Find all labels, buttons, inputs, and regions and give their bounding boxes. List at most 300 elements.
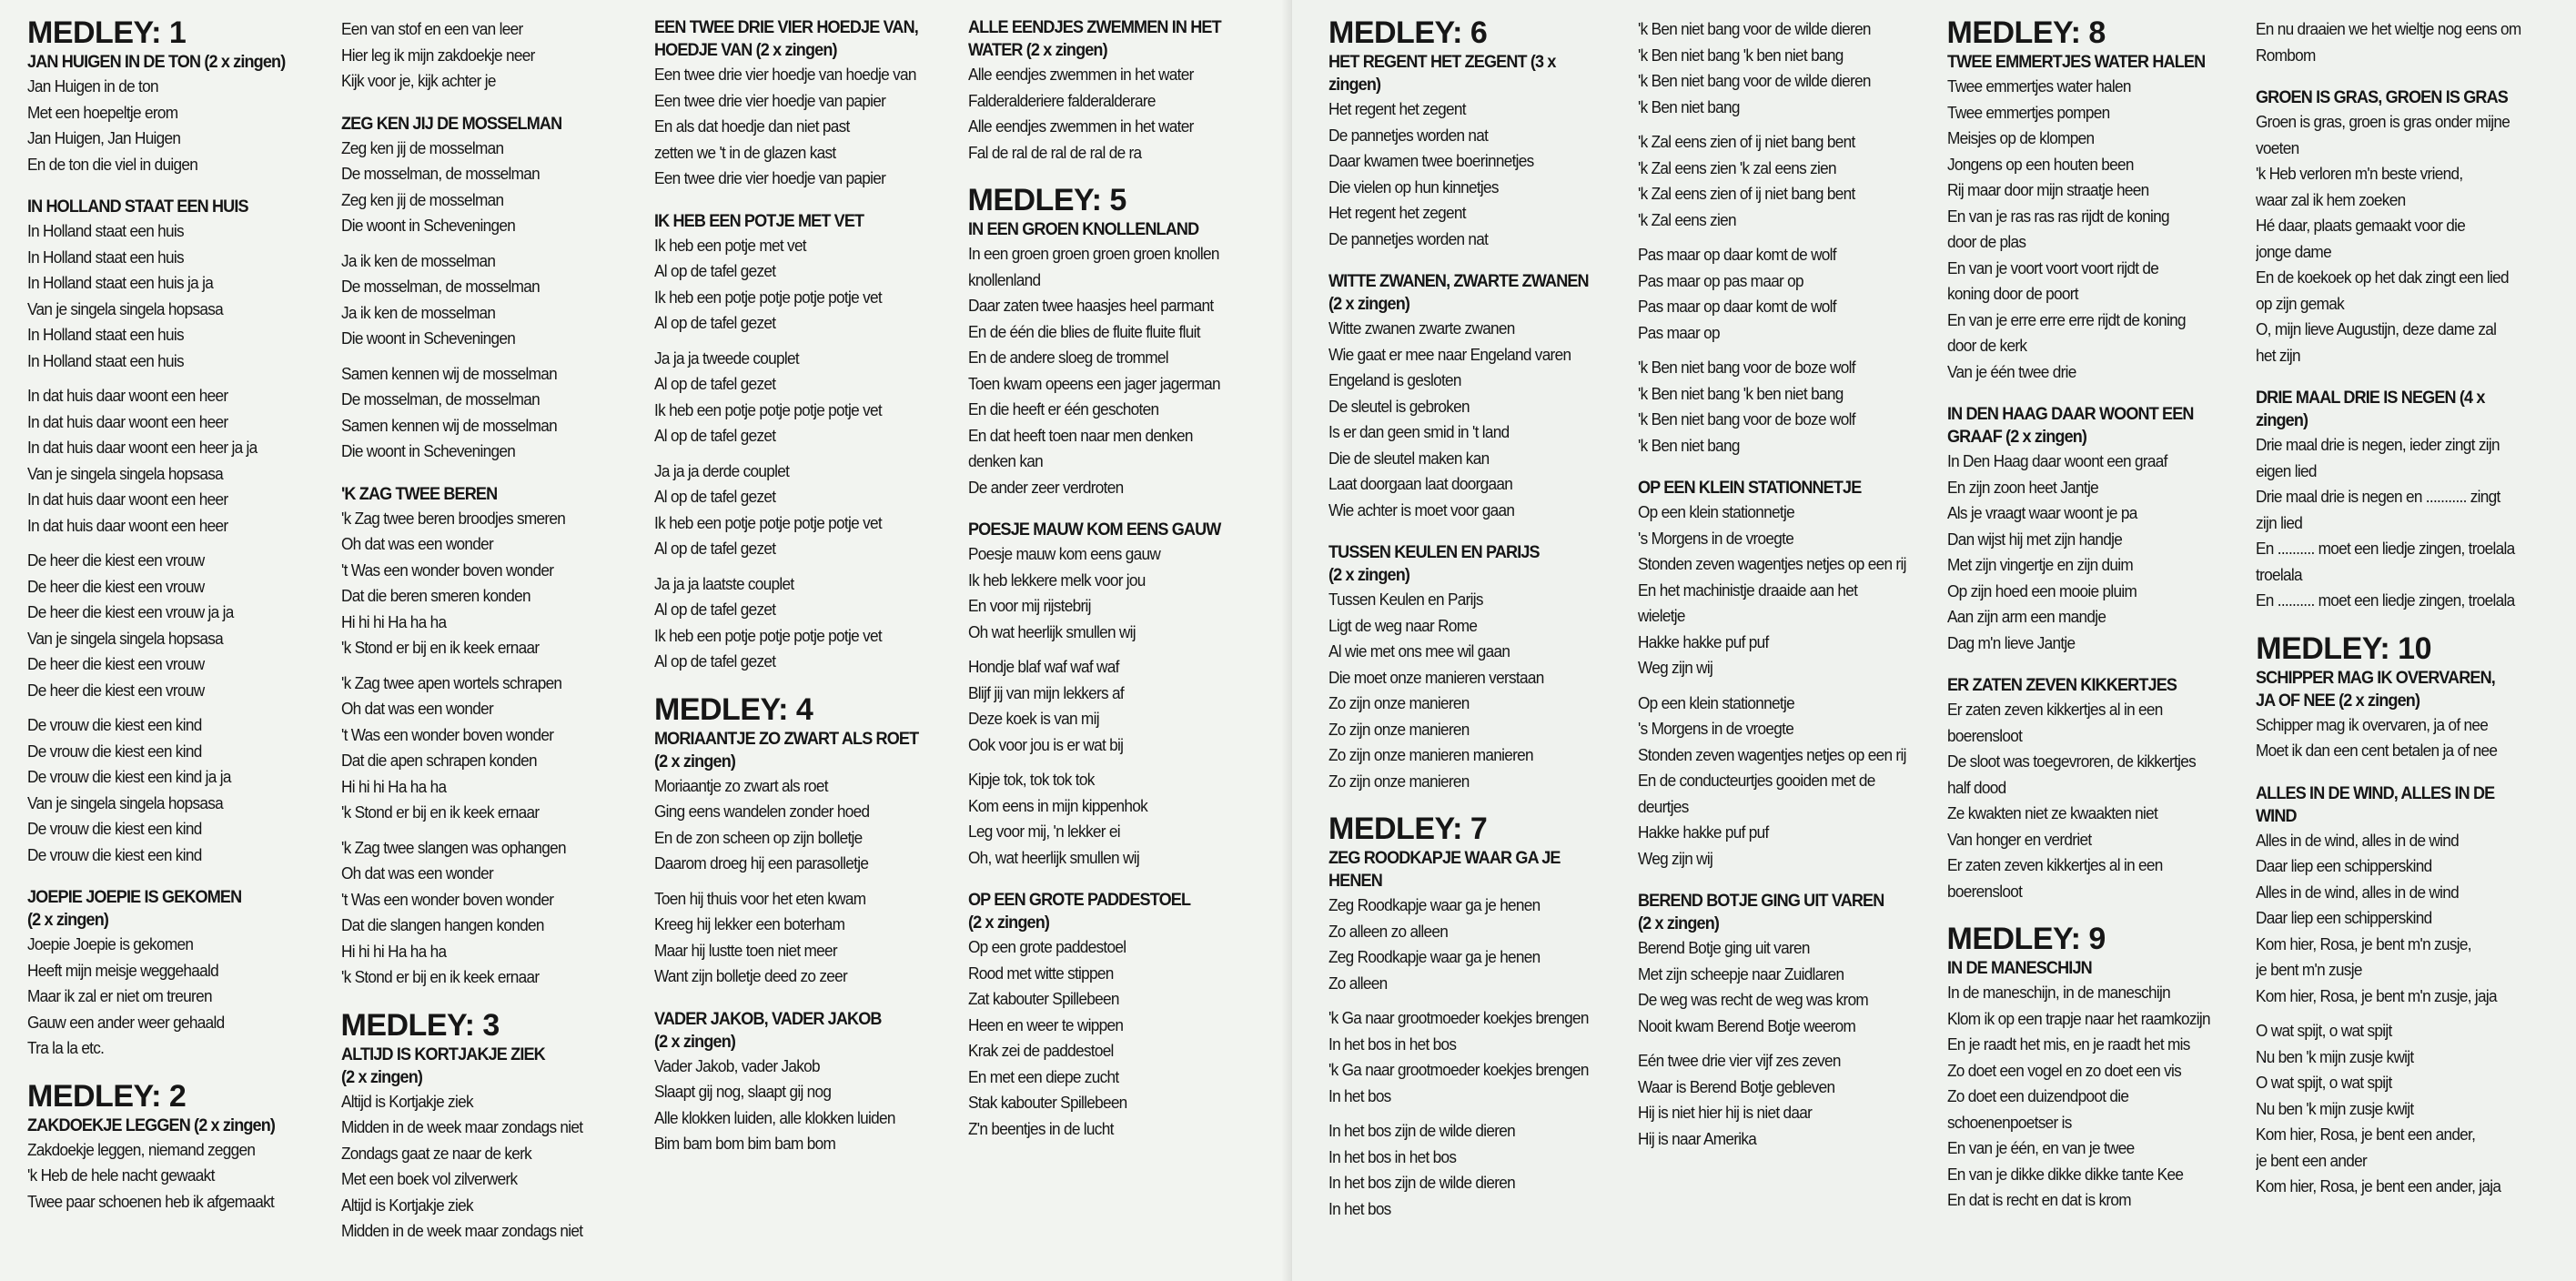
lyric-line: Zeg Roodkapje waar ga je henen: [1328, 947, 1541, 966]
lyric-line: Op een klein stationnetje: [1637, 502, 1794, 521]
stanza: [654, 233, 955, 337]
song-title: TUSSEN KEULEN EN PARIJS: [1328, 543, 1540, 562]
lyric-line: De heer die kiest een vrouw ja ja: [27, 602, 234, 621]
song-title: IN DEN HAAG DAAR WOONT EEN: [1946, 405, 2194, 424]
song-block: [1947, 923, 2244, 1214]
stanza: [654, 62, 955, 192]
lyric-line: Blijf jij van mijn lekkers af: [967, 682, 1124, 702]
lyric-line: 'k Heb verloren m'n beste vriend,: [2256, 164, 2463, 183]
lyric-line: En die heeft er één geschoten: [967, 399, 1158, 419]
song-title: HET REGENT HET ZEGENT (3 x zingen): [1328, 53, 1556, 95]
stanza: [2256, 712, 2552, 764]
lyric-line: Kreeg hij lekker een boterham: [654, 914, 845, 933]
lyric-line: Al op de tafel gezet: [654, 651, 776, 671]
lyric-line: En zijn zoon heet Jantje: [1946, 477, 2098, 497]
lyric-line: door de kerk: [1946, 336, 2026, 355]
stanza: [968, 241, 1269, 500]
lyric-line: In dat huis daar woont een heer: [27, 411, 228, 431]
medley-heading: MEDLEY: 3: [340, 1007, 500, 1043]
stanza: [1638, 16, 1935, 120]
lyric-line: 'k Zal eens zien of ij niet bang bent: [1637, 184, 1855, 203]
stanza: [341, 248, 642, 352]
lyric-line: En de zon scheen op zijn bolletje: [654, 827, 863, 847]
lyric-line: Alles in de wind, alles in de wind: [2256, 882, 2460, 902]
lyric-line: Rij maar door mijn straatje heen: [1946, 180, 2149, 199]
lyric-line: Twee paar schoenen heb ik afgemaakt: [27, 1191, 275, 1211]
lyric-line: Rombom: [2256, 45, 2316, 65]
song-block: [1328, 270, 1625, 523]
stanza: [1947, 980, 2244, 1214]
lyric-line: Alle eendjes zwemmen in het water: [967, 65, 1194, 84]
lyric-line: Het regent het zegent: [1328, 203, 1466, 222]
lyric-line: In dat huis daar woont een heer ja ja: [27, 438, 258, 457]
lyric-line: Het regent het zegent: [1328, 99, 1466, 118]
lyric-line: Oh dat was een wonder: [340, 534, 493, 553]
song-block: [968, 16, 1269, 166]
lyric-line: Al op de tafel gezet: [654, 261, 776, 280]
lyric-line: Falderalderiere falderalderare: [967, 90, 1156, 110]
song-block: [341, 483, 642, 991]
song-block: [2256, 16, 2552, 68]
lyric-line: En voor mij rijstebrij: [967, 596, 1091, 615]
stanza: [1328, 587, 1625, 794]
lyric-line: Kom hier, Rosa, je bent een ander, jaja: [2256, 1176, 2501, 1195]
lyric-line: 'k Ben niet bang voor de boze wolf: [1637, 409, 1855, 429]
left-column-2: [341, 16, 655, 1281]
lyric-line: Hi hi hi Ha ha ha: [340, 776, 446, 796]
stanza: [1947, 449, 2244, 656]
song-block: [654, 210, 955, 675]
song-block: [1638, 477, 1935, 872]
song-title-continued: WATER (2 x zingen): [967, 41, 1107, 60]
lyric-line: Alle eendjes zwemmen in het water: [967, 116, 1194, 136]
lyric-line: De ander zeer verdroten: [967, 477, 1123, 497]
song-title-continued: (2 x zingen): [1328, 295, 1410, 314]
stanza: [341, 16, 642, 95]
lyric-line: Weg zijn wij: [1637, 848, 1712, 868]
song-block: [654, 693, 955, 990]
lyric-line: Midden in de week maar zondags niet: [340, 1221, 582, 1240]
lyric-line: Is er dan geen smid in 't land: [1328, 422, 1510, 441]
lyric-line: Al op de tafel gezet: [654, 426, 776, 445]
stanza: [2256, 432, 2552, 614]
lyric-line: boerensloot: [1946, 881, 2022, 901]
song-title: IN DE MANESCHIJN: [1946, 959, 2092, 978]
lyric-line: Van je singela singela hopsasa: [27, 792, 224, 812]
stanza: [654, 886, 955, 990]
song-title: IK HEB EEN POTJE MET VET: [654, 211, 864, 231]
lyric-line: Kom hier, Rosa, je bent m'n zusje, jaja: [2256, 985, 2498, 1005]
stanza: [654, 346, 955, 449]
lyric-line: Weg zijn wij: [1637, 658, 1712, 677]
stanza: [1638, 355, 1935, 459]
stanza: [1638, 129, 1935, 233]
lyric-line: Stonden zeven wagentjes netjes op een rij: [1637, 554, 1906, 573]
lyric-line: Want zijn bolletje deed zo zeer: [654, 966, 848, 985]
lyric-line: Hier leg ik mijn zakdoekje neer: [340, 45, 535, 65]
lyric-line: waar zal ik hem zoeken: [2256, 189, 2406, 209]
lyric-line: En de ton die viel in duigen: [27, 154, 198, 174]
medley-heading: MEDLEY: 8: [1946, 16, 2106, 50]
lyric-line: Al op de tafel gezet: [654, 600, 776, 619]
lyric-line: 'k Stond er bij en ik keek ernaar: [340, 967, 539, 986]
lyric-line: Fal de ral de ral de ral de ra: [967, 142, 1141, 162]
lyric-line: 'k Ben niet bang: [1637, 96, 1740, 116]
stanza: [2256, 828, 2552, 1010]
lyric-line: Hondje blaf waf waf waf: [967, 657, 1119, 676]
lyric-line: O wat spijt, o wat spijt: [2256, 1021, 2392, 1040]
lyric-line: Zo doet een duizendpoot die: [1946, 1086, 2128, 1105]
lyric-line: Oh, wat heerlijk smullen wij: [967, 847, 1139, 867]
song-block: [341, 16, 642, 95]
song-block: [1947, 674, 2244, 904]
stanza: [341, 1089, 642, 1245]
lyric-line: voeten: [2256, 137, 2299, 157]
lyric-line: Jan Huigen, Jan Huigen: [27, 128, 181, 147]
lyric-line: Er zaten zeven kikkertjes al in een: [1946, 700, 2163, 719]
song-block: [2256, 387, 2552, 614]
lyric-line: 'k Ben niet bang 'k ben niet bang: [1637, 45, 1844, 65]
song-title: JAN HUIGEN IN DE TON (2 x zingen): [27, 53, 286, 72]
lyric-line: Pas maar op: [1637, 322, 1720, 342]
lyric-line: Altijd is Kortjakje ziek: [340, 1091, 473, 1111]
lyric-line: Hij is naar Amerika: [1637, 1128, 1756, 1148]
song-title: MORIAANTJE ZO ZWART ALS ROET: [654, 729, 919, 749]
lyric-line: Daar liep een schipperskind: [2256, 908, 2432, 927]
stanza: [27, 218, 328, 374]
lyric-line: Hé daar, plaats gemaakt voor die: [2256, 216, 2466, 235]
song-block: [2256, 632, 2552, 764]
lyric-line: Toen hij thuis voor het eten kwam: [654, 888, 866, 908]
lyric-line: 't Was een wonder boven wonder: [340, 724, 553, 744]
lyric-line: 'k Ben niet bang voor de boze wolf: [1637, 358, 1855, 377]
song-title: ZEG ROODKAPJE WAAR GA JE HENEN: [1328, 849, 1561, 891]
song-title-continued: (2 x zingen): [1328, 566, 1410, 585]
stanza: [27, 1137, 328, 1215]
lyric-line: Samen kennen wij de mosselman: [340, 415, 557, 435]
lyric-line: 't Was een wonder boven wonder: [340, 560, 553, 580]
lyric-line: Zeg ken jij de mosselman: [340, 189, 503, 209]
lyric-line: Zat kabouter Spillebeen: [967, 989, 1119, 1008]
lyric-line: Engeland is gesloten: [1328, 370, 1461, 389]
lyric-line: 'k Ben niet bang voor de wilde dieren: [1637, 71, 1871, 90]
lyric-line: 'k Ben niet bang: [1637, 435, 1740, 455]
lyric-line: Nu ben 'k mijn zusje kwijt: [2256, 1098, 2414, 1118]
lyric-line: schoenenpoetser is: [1946, 1112, 2072, 1132]
lyric-line: het zijn: [2256, 345, 2301, 365]
lyric-line: Slaapt gij nog, slaapt gij nog: [654, 1082, 832, 1101]
lyric-line: Wie achter is moet voor gaan: [1328, 499, 1515, 519]
stanza: [968, 62, 1269, 166]
song-block: [341, 1009, 642, 1245]
lyric-line: Als je vraagt waar woont je pa: [1946, 503, 2137, 522]
song-title-continued: (2 x zingen): [654, 1032, 736, 1052]
lyric-line: In het bos in het bos: [1328, 1034, 1457, 1054]
lyric-line: door de plas: [1946, 232, 2025, 251]
stanza: [1638, 935, 1935, 1039]
lyric-line: Zo alleen: [1328, 973, 1388, 993]
lyric-line: Eén twee drie vier vijf zes zeven: [1637, 1051, 1841, 1070]
lyric-line: Zeg Roodkapje waar ga je henen: [1328, 895, 1541, 914]
song-title: GROEN IS GRAS, GROEN IS GRAS: [2256, 88, 2509, 107]
lyric-line: De vrouw die kiest een kind ja ja: [27, 767, 231, 786]
lyric-line: Die de sleutel maken kan: [1328, 448, 1490, 468]
lyric-line: Dan wijst hij met zijn handje: [1946, 529, 2122, 549]
lyric-line: In Holland staat een huis ja ja: [27, 273, 214, 292]
right-column-2: [1638, 16, 1947, 1281]
stanza: [654, 773, 955, 877]
song-title: 'K ZAG TWEE BEREN: [340, 484, 497, 504]
lyric-line: op zijn gemak: [2256, 293, 2345, 313]
lyric-line: Hi hi hi Ha ha ha: [340, 611, 446, 631]
lyric-line: De vrouw die kiest een kind: [27, 715, 202, 734]
lyric-line: Oh dat was een wonder: [340, 699, 493, 718]
song-block: [968, 889, 1269, 1142]
lyric-line: Dat die beren smeren konden: [340, 586, 530, 605]
lyric-line: Drie maal drie is negen en ........... zingt: [2256, 487, 2500, 506]
lyric-line: Op zijn hoed een mooie pluim: [1946, 580, 2137, 600]
lyric-line: Twee emmertjes water halen: [1946, 76, 2131, 96]
lyric-line: Ging eens wandelen zonder hoed: [654, 802, 870, 821]
lyric-line: En met een diepe zucht: [967, 1066, 1118, 1086]
stanza: [1638, 499, 1935, 681]
lyric-line: Samen kennen wij de mosselman: [340, 363, 557, 383]
lyric-line: Leg voor mij, 'n lekker ei: [967, 822, 1120, 841]
lyric-line: En het machinistje draaide aan het: [1637, 580, 1857, 600]
lyric-line: 'k Ben niet bang voor de wilde dieren: [1637, 19, 1871, 38]
lyric-line: jonge dame: [2256, 241, 2332, 261]
lyric-line: Van je singela singela hopsasa: [27, 463, 224, 483]
lyric-line: Kom hier, Rosa, je bent een ander,: [2256, 1125, 2476, 1144]
lyric-line: Zo zijn onze manieren: [1328, 719, 1470, 739]
lyric-line: Meisjes op de klompen: [1946, 128, 2094, 147]
song-title: IN EEN GROEN KNOLLENLAND: [967, 220, 1198, 239]
lyric-line: Midden in de week maar zondags niet: [340, 1117, 582, 1136]
lyric-line: 'k Ga naar grootmoeder koekjes brengen: [1328, 1008, 1589, 1027]
lyric-line: Moriaantje zo zwart als roet: [654, 775, 828, 795]
song-title: VADER JAKOB, VADER JAKOB: [654, 1009, 882, 1029]
lyric-line: Ik heb een potje potje potje potje vet: [654, 512, 882, 532]
lyric-line: Op een grote paddestoel: [967, 937, 1126, 956]
lyric-line: Schipper mag ik overvaren, ja of nee: [2256, 714, 2489, 734]
lyric-line: In een groen groen groen groen knollen: [967, 244, 1219, 263]
lyric-line: In Holland staat een huis: [27, 325, 184, 344]
lyric-line: In het bos: [1328, 1085, 1391, 1105]
lyric-line: De sleutel is gebroken: [1328, 396, 1470, 416]
song-title-continued: HOEDJE VAN (2 x zingen): [654, 41, 837, 60]
song-title: EEN TWEE DRIE VIER HOEDJE VAN,: [654, 18, 918, 37]
lyric-line: De vrouw die kiest een kind: [27, 741, 202, 761]
lyric-line: In Holland staat een huis: [27, 350, 184, 370]
song-block: [341, 113, 642, 465]
lyric-line: Al op de tafel gezet: [654, 313, 776, 332]
stanza: [1328, 96, 1625, 252]
medley-heading: MEDLEY: 4: [654, 691, 813, 727]
medley-heading: MEDLEY: 9: [1946, 922, 2106, 956]
lyric-line: Kijk voor je, kijk achter je: [340, 71, 496, 90]
lyric-line: De heer die kiest een vrouw: [27, 680, 205, 700]
lyric-line: Daar liep een schipperskind: [2256, 856, 2432, 875]
lyric-line: Zo zijn onze manieren: [1328, 693, 1470, 712]
lyric-line: En van je dikke dikke dikke tante Kee: [1946, 1164, 2183, 1184]
right-column-4: [2256, 16, 2565, 1281]
medley-heading: MEDLEY: 5: [967, 183, 1126, 217]
lyric-line: In dat huis daar woont een heer: [27, 489, 228, 509]
lyric-line: De mosselman, de mosselman: [340, 164, 540, 183]
stanza: [27, 548, 328, 703]
stanza: [1638, 242, 1935, 346]
lyric-line: Pas maar op pas maar op: [1637, 270, 1803, 290]
song-block: [968, 519, 1269, 871]
lyric-line: 'k Zag twee apen wortels schrapen: [340, 672, 561, 692]
stanza: [2256, 16, 2552, 68]
lyric-line: In Holland staat een huis: [27, 221, 184, 240]
lyric-line: Laat doorgaan laat doorgaan: [1328, 474, 1513, 493]
lyric-line: Ik heb een potje potje potje potje vet: [654, 287, 882, 307]
stanza: [1328, 316, 1625, 523]
lyric-line: Stak kabouter Spillebeen: [967, 1093, 1127, 1112]
lyric-line: De heer die kiest een vrouw: [27, 654, 205, 673]
lyric-line: O, mijn lieve Augustijn, deze dame zal: [2256, 319, 2497, 338]
lyric-line: En .......... moet een liedje zingen, troelala: [2256, 590, 2515, 610]
lyric-line: Een van stof en een van leer: [340, 19, 523, 38]
lyric-line: 'k Ben niet bang 'k ben niet bang: [1637, 383, 1844, 403]
lyric-line: Altijd is Kortjakje ziek: [340, 1195, 473, 1215]
lyric-line: Van je singela singela hopsasa: [27, 298, 224, 318]
lyric-line: De pannetjes worden nat: [1328, 228, 1489, 248]
lyric-line: Ik heb lekkere melk voor jou: [967, 570, 1146, 590]
lyric-line: Hakke hakke puf puf: [1637, 822, 1769, 842]
lyric-line: Die woont in Scheveningen: [340, 441, 515, 460]
lyric-line: Deze koek is van mij: [967, 709, 1099, 728]
song-title: ER ZATEN ZEVEN KIKKERTJES: [1946, 676, 2177, 695]
lyric-line: Oh wat heerlijk smullen wij: [967, 621, 1136, 641]
lyric-line: zijn lied: [2256, 512, 2303, 532]
song-title: IN HOLLAND STAAT EEN HUIS: [27, 197, 248, 217]
lyric-line: Ligt de weg naar Rome: [1328, 615, 1478, 635]
lyric-line: troelala: [2256, 564, 2303, 584]
left-column-4: [968, 16, 1282, 1281]
song-block: [27, 196, 328, 868]
lyric-line: Zo alleen zo alleen: [1328, 921, 1449, 941]
lyric-line: Van honger en verdriet: [1946, 829, 2091, 849]
lyric-line: Tussen Keulen en Parijs: [1328, 590, 1483, 609]
lyric-line: Tra la la etc.: [27, 1038, 105, 1057]
lyric-line: Hakke hakke puf puf: [1637, 631, 1769, 651]
lyric-line: zetten we 't in de glazen kast: [654, 142, 836, 162]
lyric-line: Vader Jakob, vader Jakob: [654, 1055, 820, 1075]
lyric-line: 's Morgens in de vroegte: [1637, 528, 1793, 548]
lyric-line: Al op de tafel gezet: [654, 487, 776, 506]
stanza: [654, 571, 955, 675]
lyric-line: Kipje tok, tok tok tok: [967, 770, 1095, 789]
lyric-line: denken kan: [967, 451, 1043, 470]
song-block: [654, 1008, 955, 1157]
lyric-line: Berend Botje ging uit varen: [1637, 938, 1810, 957]
lyric-line: Ook voor jou is er wat bij: [967, 734, 1123, 754]
stanza: [1638, 1048, 1935, 1152]
lyric-line: Ik heb een potje potje potje potje vet: [654, 625, 882, 645]
song-title-continued: (2 x zingen): [27, 911, 109, 930]
song-block: [1947, 403, 2244, 656]
lyric-line: En nu draaien we het wieltje nog eens om: [2256, 19, 2521, 38]
lyric-line: eigen lied: [2256, 460, 2317, 480]
stanza: [1328, 893, 1625, 996]
lyric-line: Nooit kwam Berend Botje weerom: [1637, 1015, 1855, 1035]
lyric-line: Alles in de wind, alles in de wind: [2256, 830, 2460, 850]
lyric-line: Met een boek vol zilverwerk: [340, 1169, 517, 1188]
lyric-line: knollenland: [967, 269, 1040, 289]
lyric-line: Een twee drie vier hoedje van papier: [654, 168, 886, 187]
lyric-line: En dat is recht en dat is krom: [1946, 1190, 2131, 1209]
right-column-3: [1947, 16, 2257, 1281]
lyric-line: Moet ik dan een cent betalen ja of nee: [2256, 741, 2498, 760]
song-block: [1638, 16, 1935, 459]
lyric-line: En van je één, en van je twee: [1946, 1138, 2135, 1157]
lyric-line: En van je ras ras ras rijdt de koning: [1946, 206, 2169, 226]
lyric-line: In Holland staat een huis: [27, 247, 184, 267]
lyric-line: Krak zei de paddestoel: [967, 1041, 1114, 1060]
stanza: [1947, 74, 2244, 385]
stanza: [341, 361, 642, 465]
lyric-line: Aan zijn arm een mandje: [1946, 607, 2106, 626]
song-title-continued: (2 x zingen): [967, 913, 1049, 933]
lyric-line: Groen is gras, groen is gras onder mijne: [2256, 112, 2510, 131]
lyric-line: Die woont in Scheveningen: [340, 328, 515, 348]
right-page: [1292, 0, 2576, 1281]
lyric-line: Ze kwakten niet ze kwaakten niet: [1946, 803, 2157, 822]
lyric-line: Met een hoepeltje erom: [27, 102, 178, 122]
lyric-line: De mosselman, de mosselman: [340, 277, 540, 296]
stanza: [968, 654, 1269, 758]
lyric-line: Stonden zeven wagentjes netjes op een rij: [1637, 744, 1906, 764]
song-title-continued: JA OF NEE (2 x zingen): [2256, 691, 2420, 711]
lyric-line: 'k Zag twee beren broodjes smeren: [340, 508, 565, 528]
lyric-line: En de conducteurtjes gooiden met de: [1637, 771, 1875, 790]
song-block: [27, 886, 328, 1062]
lyric-line: En als dat hoedje dan niet past: [654, 116, 850, 136]
stanza: [341, 136, 642, 239]
lyric-line: En je raadt het mis, en je raadt het mis: [1946, 1034, 2190, 1054]
lyric-line: Bim bam bom bim bam bom: [654, 1134, 836, 1153]
lyric-line: Wie gaat er mee naar Engeland varen: [1328, 344, 1571, 364]
song-title: ZEG KEN JIJ DE MOSSELMAN: [340, 114, 561, 134]
stanza: [2256, 109, 2552, 368]
lyric-line: Van je singela singela hopsasa: [27, 628, 224, 648]
lyric-line: Ja ja ja laatste couplet: [654, 573, 794, 593]
song-title: JOEPIE JOEPIE IS GEKOMEN: [27, 888, 242, 907]
song-title: WITTE ZWANEN, ZWARTE ZWANEN: [1328, 272, 1589, 291]
lyric-line: En de één die blies de fluite fluite fluit: [967, 321, 1200, 341]
lyric-line: Zondags gaat ze naar de kerk: [340, 1143, 531, 1163]
song-title-continued: GRAAF (2 x zingen): [1946, 428, 2086, 447]
lyric-line: En dat heeft toen naar men denken: [967, 425, 1193, 445]
stanza: [27, 712, 328, 868]
lyric-line: 'k Zal eens zien 'k zal eens zien: [1637, 157, 1836, 177]
lyric-line: In het bos: [1328, 1198, 1391, 1218]
stanza: [341, 835, 642, 991]
lyric-line: Oh dat was een wonder: [340, 863, 493, 883]
lyric-line: Jan Huigen in de ton: [27, 76, 158, 96]
lyric-line: En van je erre erre erre rijdt de koning: [1946, 309, 2186, 329]
lyric-line: Zo zijn onze manieren: [1328, 771, 1470, 791]
lyric-line: je bent m'n zusje: [2256, 960, 2362, 979]
lyric-line: Zo zijn onze manieren manieren: [1328, 745, 1533, 764]
lyric-line: Heeft mijn meisje weggehaald: [27, 960, 218, 980]
lyric-line: Er zaten zeven kikkertjes al in een: [1946, 855, 2163, 874]
lyric-line: In dat huis daar woont een heer: [27, 515, 228, 535]
lyric-line: Een twee drie vier hoedje van hoedje van: [654, 65, 916, 84]
